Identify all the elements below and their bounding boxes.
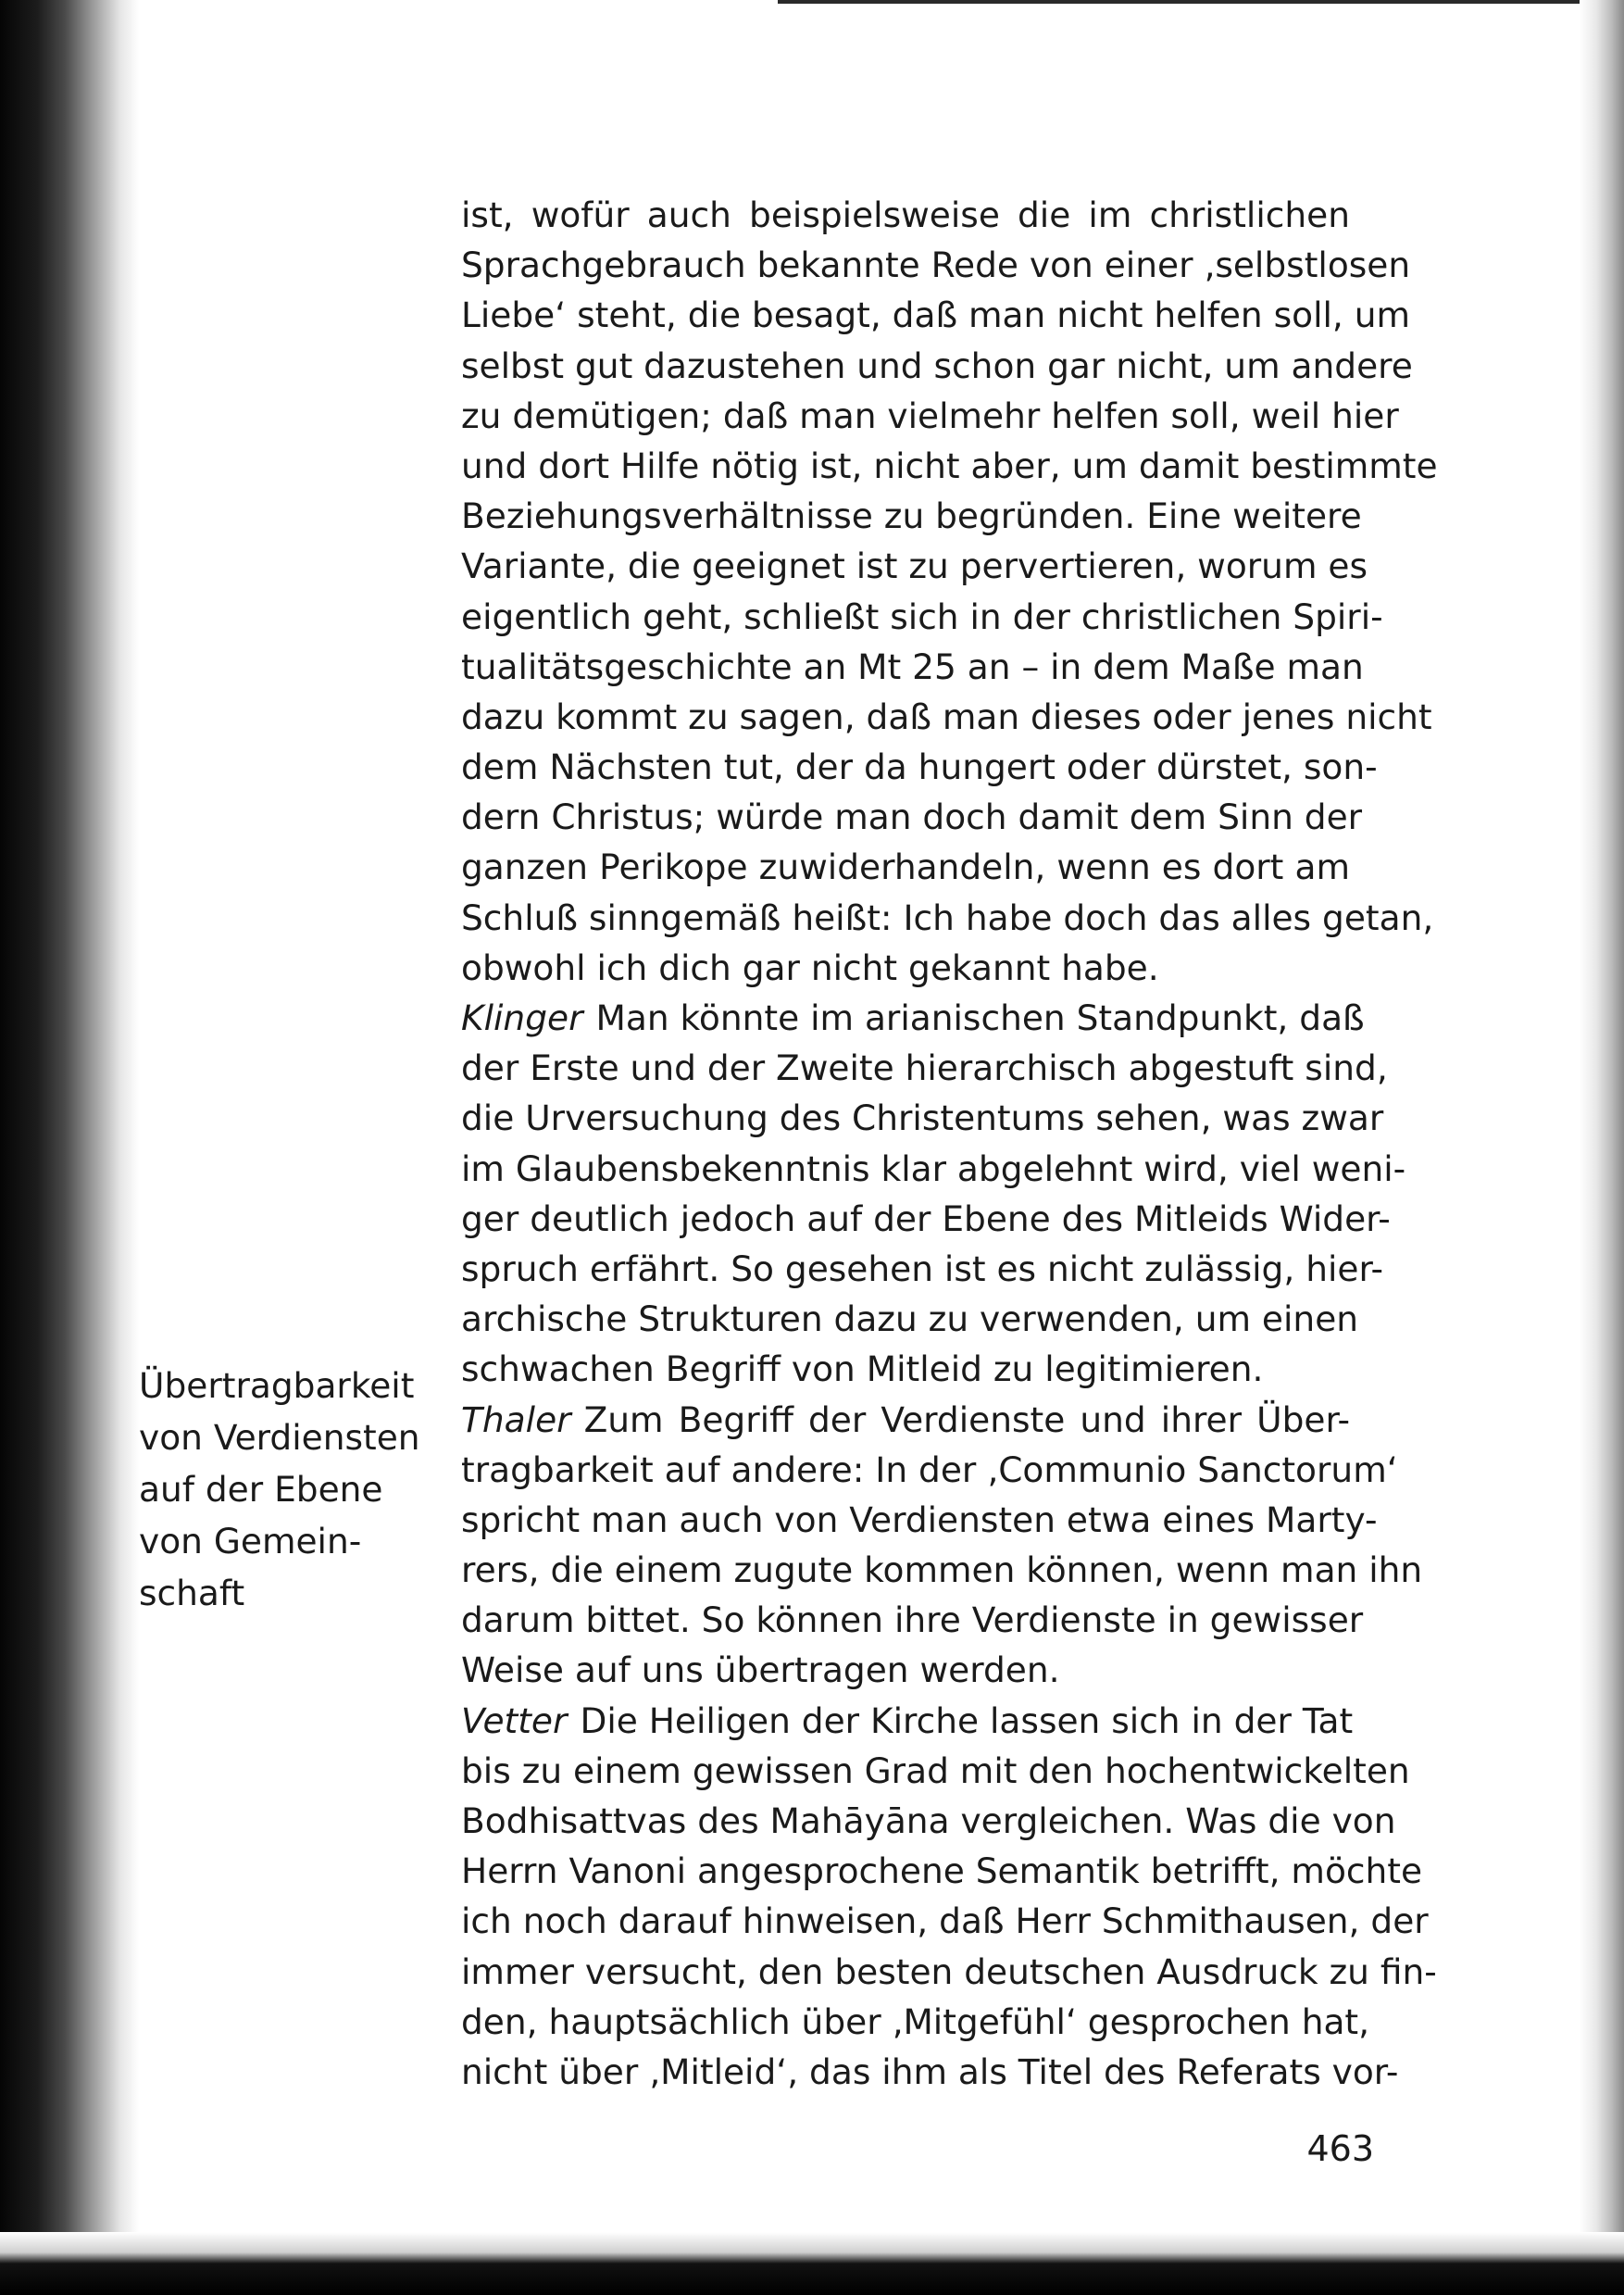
text-line: dern Christus; würde man doch damit dem Sinn der [461, 796, 1363, 838]
text-line: rers, die einem zugute kommen können, wenn man ihn [461, 1549, 1423, 1591]
text-line: darum bittet. So können ihre Verdienste in gewisser [461, 1599, 1364, 1641]
text-line: selbst gut dazustehen und schon gar nicht, um andere [461, 345, 1413, 386]
speaker-name: Thaler [461, 1398, 571, 1440]
text-line: immer versucht, den besten deutschen Ausdruck zu fin- [461, 1950, 1437, 1992]
speaker-line [461, 993, 1365, 1043]
text-line: ist, wofür auch beispielsweise die im christlichen [461, 194, 1350, 235]
margin-note-line: von Verdiensten [139, 1417, 420, 1458]
text-line: tragbarkeit auf andere: In der ‚Communio Sanctorum‘ [461, 1448, 1398, 1490]
speaker-name: Klinger [461, 997, 583, 1038]
speaker-line [461, 1696, 1354, 1746]
page-number: 463 [1306, 2128, 1374, 2169]
speaker-name: Vetter [461, 1699, 568, 1741]
text-line: Man könnte im arianischen Standpunkt, daß [595, 997, 1365, 1038]
text-line: der Erste und der Zweite hierarchisch abgestuft sind, [461, 1047, 1388, 1089]
margin-note [139, 1360, 420, 1619]
binding-shadow [0, 0, 139, 2295]
margin-note-line: schaft [139, 1573, 245, 1613]
text-line: Weise auf uns übertragen werden. [461, 1649, 1060, 1691]
text-line: archische Strukturen dazu zu verwenden, um einen [461, 1298, 1359, 1340]
text-line: Die Heiligen der Kirche lassen sich in der Tat [580, 1699, 1354, 1741]
text-line: Schluß sinngemäß heißt: Ich habe doch das alles getan, [461, 897, 1434, 938]
speaker-line [461, 1395, 1350, 1445]
text-line: ich noch darauf hinweisen, daß Herr Schmithausen, der [461, 1900, 1429, 1942]
text-line: spruch erfährt. So gesehen ist es nicht zulässig, hier- [461, 1248, 1384, 1289]
text-line: die Urversuchung des Christentums sehen, was zwar [461, 1097, 1384, 1139]
text-line: Zum Begriff der Verdienste und ihrer Über- [583, 1398, 1350, 1440]
text-line: Beziehungsverhältnisse zu begründen. Eine weitere [461, 495, 1362, 537]
text-line: tualitätsgeschichte an Mt 25 an – in dem Maße man [461, 646, 1364, 687]
margin-note-line: auf der Ebene [139, 1469, 383, 1510]
text-line: den, hauptsächlich über ‚Mitgefühl‘ gesprochen hat, [461, 2000, 1370, 2042]
text-line: eigentlich geht, schließt sich in der christlichen Spiri- [461, 596, 1383, 637]
text-line: zu demütigen; daß man vielmehr helfen soll, weil hier [461, 395, 1399, 436]
text-line: nicht über ‚Mitleid‘, das ihm als Titel des Referats vor- [461, 2050, 1399, 2092]
text-line: bis zu einem gewissen Grad mit den hochentwickelten [461, 1749, 1410, 1791]
margin-note-line: von Gemein- [139, 1521, 362, 1561]
text-line: Sprachgebrauch bekannte Rede von einer ‚selbstlosen [461, 245, 1411, 286]
text-line: Variante, die geeignet ist zu pervertieren, worum es [461, 546, 1368, 587]
text-line: Herrn Vanoni angesprochene Semantik betrifft, möchte [461, 1850, 1423, 1892]
top-edge [778, 0, 1624, 4]
text-line: im Glaubensbekenntnis klar abgelehnt wird, viel weni- [461, 1148, 1406, 1189]
text-line: dem Nächsten tut, der da hungert oder dürstet, son- [461, 746, 1378, 788]
text-line: Bodhisattvas des Mahāyāna vergleichen. Was die von [461, 1800, 1396, 1841]
text-line: ger deutlich jedoch auf der Ebene des Mitleids Wider- [461, 1198, 1391, 1239]
text-line: ganzen Perikope zuwiderhandeln, wenn es dort am [461, 847, 1350, 888]
right-page-edge [1580, 0, 1624, 2295]
text-line: obwohl ich dich gar nicht gekannt habe. [461, 947, 1159, 988]
text-line: dazu kommt zu sagen, daß man dieses oder jenes nicht [461, 696, 1432, 737]
bottom-edge [0, 2232, 1624, 2295]
margin-note-line: Übertragbarkeit [139, 1365, 415, 1406]
text-line: Liebe‘ steht, die besagt, daß man nicht helfen soll, um [461, 295, 1411, 336]
text-line: schwachen Begriff von Mitleid zu legitimieren. [461, 1348, 1264, 1390]
text-line: und dort Hilfe nötig ist, nicht aber, um damit bestimmte [461, 445, 1438, 486]
text-line: spricht man auch von Verdiensten etwa eines Marty- [461, 1499, 1378, 1540]
body-text [461, 190, 1438, 2097]
